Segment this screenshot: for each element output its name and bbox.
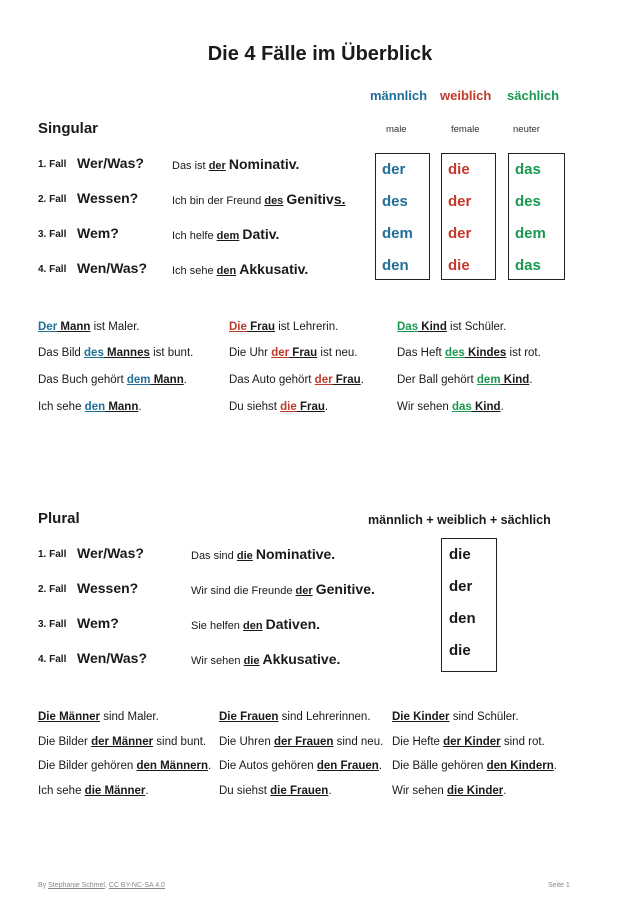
singular-example-sentence <box>172 226 279 242</box>
example-noun: Mann <box>150 374 184 386</box>
example-article: die <box>280 401 297 413</box>
example-text: sind Schüler. <box>449 711 519 723</box>
example-text: sind bunt. <box>153 736 207 748</box>
example-noun: Männer <box>55 711 100 723</box>
example-noun: Frauen <box>337 760 379 772</box>
example-article: Der <box>38 321 58 333</box>
example-noun: Männern <box>156 760 209 772</box>
article-feminine: die <box>448 257 470 274</box>
example-text: sind Lehrerinnen. <box>278 711 371 723</box>
example-noun: Kind <box>471 401 501 413</box>
example-neuter <box>397 374 533 386</box>
article-neuter: des <box>515 193 541 210</box>
example-text: ist bunt. <box>149 347 194 359</box>
example-article: die <box>270 785 287 797</box>
example-masculine <box>38 374 187 386</box>
case-name: Dativen. <box>265 616 321 632</box>
footer-license[interactable]: CC BY-NC-SA 4.0 <box>108 882 165 889</box>
example-text: ist Schüler. <box>446 321 507 333</box>
article-neuter: das <box>515 257 541 274</box>
sentence-article: den <box>216 265 237 277</box>
example-noun: Kindes <box>464 347 507 359</box>
example-plural-men <box>38 711 159 723</box>
example-text: sind neu. <box>333 736 384 748</box>
example-text: sind rot. <box>500 736 545 748</box>
singular-example-sentence <box>172 191 346 207</box>
example-noun: Frau <box>296 401 325 413</box>
example-noun: Kind <box>500 374 530 386</box>
example-text: Das Heft <box>397 347 445 359</box>
example-noun: Kindern <box>507 760 554 772</box>
example-text: . <box>500 401 504 413</box>
sentence-article: den <box>242 620 263 632</box>
example-article: Die <box>38 711 56 723</box>
singular-case-number: 1. Fall <box>38 159 67 170</box>
sentence-article: des <box>264 195 284 207</box>
article-plural: der <box>449 578 473 595</box>
example-plural-women <box>219 760 382 772</box>
case-name-suffix: s. <box>333 191 346 207</box>
sentence-text: Ich bin der Freund <box>172 195 265 207</box>
example-article: der <box>443 736 462 748</box>
case-name: Dativ. <box>242 226 280 242</box>
case-name: Akkusativ. <box>239 261 309 277</box>
sentence-text: Wir sehen <box>191 655 244 667</box>
header-all-genders: männlich + weiblich + sächlich <box>368 513 551 527</box>
example-text: Das Auto gehört <box>229 374 315 386</box>
section-plural: Plural <box>38 510 80 527</box>
example-article: der <box>271 347 290 359</box>
example-noun: Frau <box>289 347 318 359</box>
example-plural-children <box>392 711 519 723</box>
example-article: den <box>136 760 157 772</box>
example-text: Die Uhren <box>219 736 274 748</box>
example-text: Die Bälle gehören <box>392 760 487 772</box>
example-noun: Kinder <box>463 785 504 797</box>
article-plural: die <box>449 642 471 659</box>
label-female: female <box>451 124 480 135</box>
article-feminine: die <box>448 161 470 178</box>
example-text: Die Autos gehören <box>219 760 317 772</box>
plural-case-number: 3. Fall <box>38 619 67 630</box>
example-text: Du siehst <box>229 401 281 413</box>
case-name: Nominative. <box>255 546 336 562</box>
example-noun: Mann <box>57 321 91 333</box>
article-masculine: dem <box>382 225 413 242</box>
example-article: den <box>316 760 338 772</box>
plural-case-number: 1. Fall <box>38 549 67 560</box>
singular-case-number: 3. Fall <box>38 229 67 240</box>
sentence-text: Wir sind die Freunde <box>191 585 296 597</box>
example-text: . <box>138 401 142 413</box>
example-plural-men <box>38 785 149 797</box>
example-article: dem <box>476 374 501 386</box>
singular-case-number: 2. Fall <box>38 194 67 205</box>
example-article: die <box>84 785 102 797</box>
sentence-article: der <box>208 160 226 172</box>
plural-example-sentence <box>191 651 340 667</box>
example-text: . <box>208 760 212 772</box>
sentence-article: der <box>295 585 313 597</box>
sentence-text: Das ist <box>172 160 209 172</box>
example-noun: Mannes <box>103 347 150 359</box>
singular-case-number: 4. Fall <box>38 264 67 275</box>
example-article: des <box>84 347 104 359</box>
example-plural-children <box>392 736 545 748</box>
example-neuter <box>397 401 504 413</box>
plural-example-sentence <box>191 616 320 632</box>
header-neuter: sächlich <box>507 88 560 103</box>
sentence-text: Sie helfen <box>191 620 243 632</box>
example-text: sind Maler. <box>100 711 159 723</box>
example-noun: Männer <box>108 736 154 748</box>
label-neuter: neuter <box>513 124 540 135</box>
example-text: . <box>378 760 383 772</box>
page-title: Die 4 Fälle im Überblick <box>207 43 433 65</box>
sentence-article: dem <box>216 230 240 242</box>
example-text: Ich sehe <box>38 401 85 413</box>
plural-case-question: Wessen? <box>77 580 139 596</box>
example-plural-children <box>392 760 557 772</box>
example-text: ist Lehrerin. <box>275 321 339 333</box>
example-noun: Frauen <box>236 711 279 723</box>
sentence-article: die <box>236 550 253 562</box>
example-plural-men <box>38 736 206 748</box>
article-neuter: das <box>515 161 541 178</box>
example-noun: Frau <box>246 321 276 333</box>
article-masculine: des <box>382 193 408 210</box>
example-plural-women <box>219 736 383 748</box>
case-name: Genitive. <box>315 581 375 597</box>
singular-case-question: Wen/Was? <box>77 260 148 276</box>
label-male: male <box>386 124 407 135</box>
example-article: dem <box>126 374 151 386</box>
case-name: Genitiv <box>286 191 334 207</box>
example-text: ist Maler. <box>90 321 140 333</box>
example-article: der <box>91 736 109 748</box>
example-text: Die Hefte <box>392 736 444 748</box>
example-noun: Mann <box>105 401 139 413</box>
example-article: der <box>314 374 333 386</box>
article-neuter: dem <box>515 225 546 242</box>
example-text: Das Bild <box>38 347 85 359</box>
article-masculine: den <box>382 257 409 274</box>
singular-case-question: Wessen? <box>77 190 139 206</box>
plural-case-question: Wen/Was? <box>77 650 148 666</box>
example-masculine <box>38 321 140 333</box>
example-plural-women <box>219 711 371 723</box>
article-feminine: der <box>448 193 472 210</box>
example-noun: Frauen <box>291 736 334 748</box>
example-feminine <box>229 347 358 359</box>
example-text: . <box>360 374 364 386</box>
footer-prefix: By <box>38 882 47 889</box>
singular-case-question: Wer/Was? <box>77 155 144 171</box>
example-masculine <box>38 401 142 413</box>
example-plural-men <box>38 760 211 772</box>
example-noun: Männer <box>101 785 146 797</box>
example-noun: Kinder <box>461 736 501 748</box>
example-text: . <box>328 785 332 797</box>
article-plural: die <box>449 546 471 563</box>
header-masculine: männlich <box>370 88 428 103</box>
sentence-article: die <box>243 655 260 667</box>
example-text: ist neu. <box>317 347 358 359</box>
example-article: Die <box>229 321 247 333</box>
case-name: Akkusative. <box>262 651 341 667</box>
header-feminine: weiblich <box>440 88 492 103</box>
example-text: Wir sehen <box>397 401 452 413</box>
sentence-text: Ich sehe <box>172 265 217 277</box>
example-text: Der Ball gehört <box>397 374 477 386</box>
example-plural-women <box>219 785 332 797</box>
example-noun: Kinder <box>409 711 450 723</box>
case-name: Nominativ. <box>228 156 300 172</box>
example-feminine <box>229 321 338 333</box>
sentence-text: Ich helfe <box>172 230 217 242</box>
example-text: . <box>503 785 507 797</box>
example-text: . <box>145 785 149 797</box>
example-noun: Frauen <box>286 785 329 797</box>
plural-case-question: Wem? <box>77 615 119 631</box>
example-text: Wir sehen <box>392 785 447 797</box>
example-text: . <box>324 401 329 413</box>
example-feminine <box>229 401 328 413</box>
example-text: Du siehst <box>219 785 271 797</box>
example-article: des <box>444 347 465 359</box>
example-masculine <box>38 347 193 359</box>
section-singular: Singular <box>38 120 99 137</box>
example-article: den <box>486 760 508 772</box>
footer-credit: By Stephanie Schmel, CC BY-NC-SA 4.0 <box>38 882 165 889</box>
example-text: Das Buch gehört <box>38 374 127 386</box>
example-text: Die Bilder <box>38 736 92 748</box>
example-article: das <box>451 401 472 413</box>
footer-page: Seite 1 <box>548 882 570 889</box>
example-noun: Frau <box>332 374 361 386</box>
article-plural: den <box>449 610 476 627</box>
example-noun: Kind <box>418 321 447 333</box>
example-neuter <box>397 321 506 333</box>
example-text: Die Uhr <box>229 347 272 359</box>
example-feminine <box>229 374 364 386</box>
example-text: . <box>529 374 533 386</box>
singular-example-sentence <box>172 156 299 172</box>
sentence-text: Das sind <box>191 550 237 562</box>
example-text: Die Bilder gehören <box>38 760 137 772</box>
example-plural-children <box>392 785 506 797</box>
example-text: . <box>183 374 187 386</box>
example-text: Ich sehe <box>38 785 85 797</box>
example-article: Das <box>397 321 419 333</box>
plural-case-number: 2. Fall <box>38 584 67 595</box>
example-neuter <box>397 347 541 359</box>
singular-case-question: Wem? <box>77 225 119 241</box>
plural-example-sentence <box>191 546 335 562</box>
example-text: . <box>553 760 557 772</box>
article-masculine: der <box>382 161 406 178</box>
plural-case-question: Wer/Was? <box>77 545 144 561</box>
singular-example-sentence <box>172 261 308 277</box>
example-article: Die <box>219 711 237 723</box>
plural-example-sentence <box>191 581 375 597</box>
example-article: den <box>84 401 106 413</box>
footer-author[interactable]: Stephanie Schmel <box>48 882 105 889</box>
example-text: ist rot. <box>506 347 541 359</box>
article-feminine: der <box>448 225 472 242</box>
example-article: Die <box>392 711 410 723</box>
plural-case-number: 4. Fall <box>38 654 67 665</box>
example-article: der <box>273 736 292 748</box>
example-article: die <box>446 785 464 797</box>
